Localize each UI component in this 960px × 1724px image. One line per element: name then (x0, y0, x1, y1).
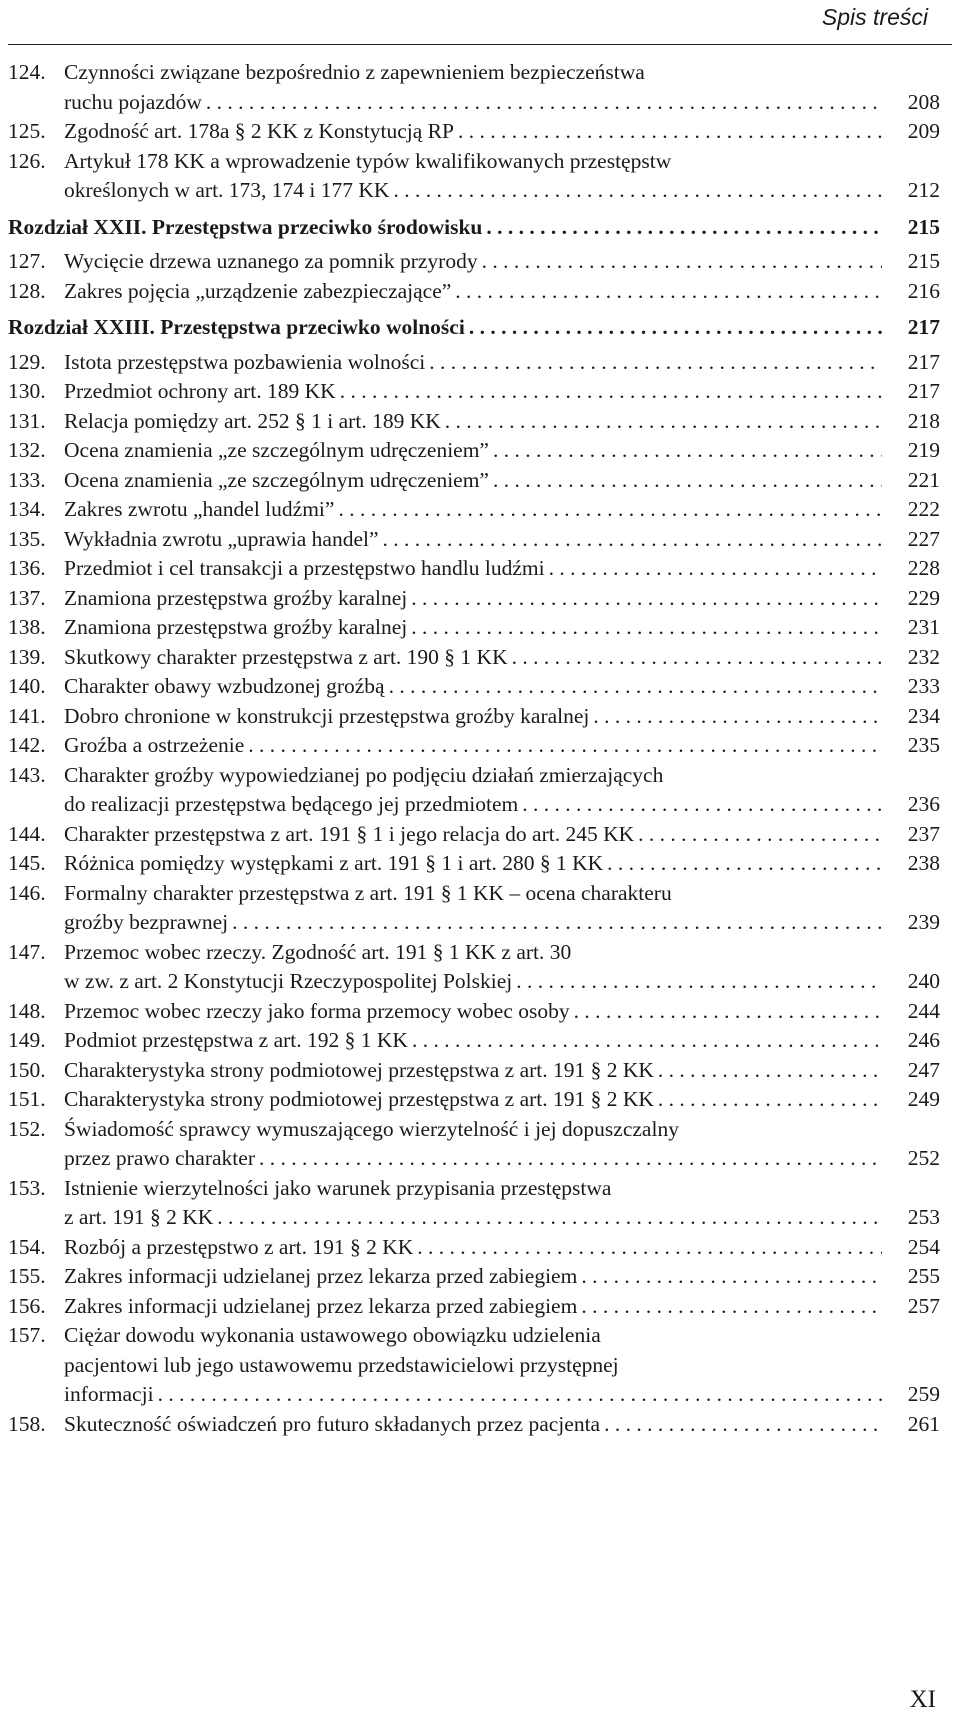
toc-entry-title-line: Ocena znamienia „ze szczególnym udręczeniem” (64, 438, 489, 462)
toc-entry (8, 495, 940, 525)
toc-entry-number: 137. (8, 585, 46, 610)
toc-entry (8, 554, 940, 584)
toc-entry-leader-line (8, 213, 940, 243)
toc-entry-title-line: Zakres informacji udzielanej przez lekarza przed zabiegiem (64, 1293, 578, 1318)
toc-entry-title (64, 643, 940, 673)
toc-entry-title (64, 117, 940, 147)
toc-entry-leader-line (64, 643, 940, 673)
dot-leader (383, 525, 882, 555)
dot-leader (412, 1026, 882, 1056)
toc-entry-title (64, 584, 940, 614)
toc-entry (8, 731, 940, 761)
toc-entry (8, 407, 940, 437)
toc-entry-title-line: informacji (64, 1382, 154, 1406)
toc-entry-title-line: w zw. z art. 2 Konstytucji Rzeczypospolitej Polskiej (64, 969, 513, 993)
dot-leader (389, 672, 882, 702)
dot-leader (455, 277, 882, 307)
toc-entry-page: 236 (907, 792, 940, 816)
toc-entry-title-line: określonych w art. 173, 174 i 177 KK (64, 178, 390, 202)
toc-entry-page: 212 (907, 178, 940, 202)
dot-leader (658, 1085, 882, 1115)
toc-entry-title-line: Przemoc wobec rzeczy jako forma przemocy wobec osoby (64, 998, 570, 1023)
toc-entry-leader-line (64, 967, 940, 997)
toc-entry (8, 849, 940, 879)
toc-entry-title (64, 1262, 940, 1292)
toc-entry-leader-line (64, 672, 940, 702)
toc-entry (8, 879, 940, 938)
toc-entry-title-line: Znamiona przestępstwa groźby karalnej (64, 585, 408, 610)
toc-entry-leader-line (64, 702, 940, 732)
toc-entry-title-line: Dobro chronione w konstrukcji przestępstwa groźby karalnej (64, 703, 590, 728)
toc-entry-page: 231 (907, 615, 940, 639)
toc-entry-title-line: Istota przestępstwa pozbawienia wolności (64, 349, 426, 374)
toc-entry-title (64, 1115, 940, 1174)
toc-entry-title (64, 525, 940, 555)
toc-entry-number: 152. (8, 1116, 46, 1141)
toc-entry (8, 938, 940, 997)
toc-entry-leader-line (64, 1085, 940, 1115)
toc-entry-title (64, 731, 940, 761)
toc-entry-title-line: Zakres informacji udzielanej przez lekarza przed zabiegiem (64, 1264, 578, 1288)
toc-entry (8, 584, 940, 614)
toc-entry-title-line: Charakter przestępstwa z art. 191 § 1 i jego relacja do art. 245 KK (64, 821, 635, 846)
dot-leader (458, 117, 882, 147)
toc-entry-title-line: Ocena znamienia „ze szczególnym udręczeniem” (64, 467, 489, 492)
toc-entry-title-line: Ciężar dowodu wykonania ustawowego obowiązku udzielenia (64, 1323, 601, 1347)
toc-entry-title-line: Istnienie wierzytelności jako warunek przypisania przestępstwa (64, 1175, 612, 1200)
toc-entry-page: 247 (907, 1057, 940, 1082)
toc-entry-leader-line (64, 1262, 940, 1292)
toc-entry-title-line: Groźba a ostrzeżenie (64, 733, 245, 757)
toc-entry-number: 124. (8, 60, 46, 84)
toc-entry (8, 1292, 940, 1322)
toc-entry-title-line: Wykładnia zwrotu „uprawia handel” (64, 526, 379, 551)
toc-entry-title-line: Charakterystyka strony podmiotowej przestępstwa z art. 191 § 2 KK (64, 1057, 654, 1082)
toc-entry-page: 215 (907, 249, 940, 273)
toc-entry-title-line: Skutkowy charakter przestępstwa z art. 190 § 1 KK (64, 644, 508, 669)
toc-entry-number: 138. (8, 615, 46, 639)
toc-entry (8, 277, 940, 307)
toc-entry-title (64, 849, 940, 879)
toc-entry-leader-line (64, 731, 940, 761)
toc-entry-page: 228 (907, 556, 940, 580)
dot-leader (217, 1203, 882, 1233)
toc-entry-page: 232 (907, 644, 940, 669)
toc-entry-number: 134. (8, 497, 46, 521)
toc-entry-title-line: Rozdział XXIII. Przestępstwa przeciwko wolności (8, 315, 465, 339)
toc-entry-page: 227 (907, 526, 940, 551)
toc-entry-leader-line (64, 1410, 940, 1440)
toc-entry (8, 1085, 940, 1115)
toc-entry-title-line: Podmiot przestępstwa z art. 192 § 1 KK (64, 1028, 408, 1052)
toc-entry-title-line: Rozdział XXII. Przestępstwa przeciwko środowisku (8, 214, 483, 239)
dot-leader (411, 613, 882, 643)
toc-entry-leader-line (64, 820, 940, 850)
toc-entry-title (64, 348, 940, 378)
toc-entry-page: 217 (907, 349, 940, 374)
toc-entry-page: 234 (907, 703, 940, 728)
toc-entry-page: 216 (907, 278, 940, 303)
toc-entry-number: 131. (8, 408, 46, 433)
toc-entry (8, 820, 940, 850)
toc-entry-title (64, 1410, 940, 1440)
dot-leader (338, 495, 882, 525)
dot-leader (549, 554, 882, 584)
toc-entry-title-line: przez prawo charakter (64, 1146, 255, 1170)
dot-leader (158, 1380, 882, 1410)
toc-entry (8, 436, 940, 466)
toc-entry-page: 252 (907, 1146, 940, 1170)
toc-entry-title (64, 613, 940, 643)
dot-leader (581, 1292, 882, 1322)
toc-entry-number: 151. (8, 1087, 46, 1111)
toc-entry-number: 129. (8, 349, 46, 374)
toc-entry-title-line: groźby bezprawnej (64, 910, 229, 934)
toc-entry-title (64, 147, 940, 206)
dot-leader (493, 436, 882, 466)
toc-entry-leader-line (64, 247, 940, 277)
toc-entry-number: 126. (8, 148, 46, 173)
toc-entry (8, 466, 940, 496)
toc-entry-page: 218 (907, 408, 940, 433)
toc-entry-leader-line (64, 436, 940, 466)
dot-leader (445, 407, 882, 437)
toc-entry-page: 209 (907, 119, 940, 143)
toc-entry-number: 158. (8, 1411, 46, 1436)
toc-entry-leader-line (64, 495, 940, 525)
toc-entry-leader-line (64, 466, 940, 496)
toc-entry-number: 142. (8, 733, 46, 757)
toc-entry-title-line: Zakres pojęcia „urządzenie zabezpieczające” (64, 278, 452, 303)
toc-entry (8, 147, 940, 206)
dot-leader (493, 466, 882, 496)
toc-entry-page: 222 (907, 497, 940, 521)
toc-entry-title (64, 672, 940, 702)
toc-entry-title-line: Różnica pomiędzy występkami z art. 191 § 1 i art. 280 § 1 KK (64, 851, 604, 875)
toc-entry-page: 259 (907, 1382, 940, 1406)
toc-entry-title (64, 1026, 940, 1056)
toc-entry-title-line: Znamiona przestępstwa groźby karalnej (64, 615, 408, 639)
dot-leader (607, 849, 882, 879)
toc-entry-page: 219 (907, 438, 940, 462)
toc-entry-page: 237 (907, 821, 940, 846)
toc-entry-leader-line (64, 849, 940, 879)
dot-leader (417, 1233, 882, 1263)
toc-entry-number: 144. (8, 821, 46, 846)
dot-leader (259, 1144, 882, 1174)
dot-leader (581, 1262, 882, 1292)
toc-entry-page: 215 (907, 214, 940, 239)
toc-entry (8, 761, 940, 820)
toc-entry-number: 128. (8, 278, 46, 303)
toc-entry-number: 148. (8, 998, 46, 1023)
toc-entry (8, 1321, 940, 1410)
toc-entry (8, 377, 940, 407)
toc-entry-number: 157. (8, 1323, 46, 1347)
toc-entry-page: 254 (907, 1234, 940, 1259)
dot-leader (429, 348, 882, 378)
toc-entry (8, 348, 940, 378)
toc-entry-leader-line (64, 790, 940, 820)
toc-entry-title-line: Artykuł 178 KK a wprowadzenie typów kwalifikowanych przestępstw (64, 148, 672, 173)
toc-entry-page: 239 (907, 910, 940, 934)
toc-entry-title (64, 247, 940, 277)
toc-entry-leader-line (64, 584, 940, 614)
toc-entry-leader-line (64, 1144, 940, 1174)
toc-entry-title (64, 1056, 940, 1086)
dot-leader (574, 997, 882, 1027)
toc-entry-title (64, 879, 940, 938)
toc-entry-title (64, 495, 940, 525)
toc-entry-number: 130. (8, 379, 46, 403)
toc-entry-title-line: z art. 191 § 2 KK (64, 1205, 214, 1229)
header-rule (8, 44, 952, 45)
toc-entry (8, 1262, 940, 1292)
toc-entry-title-line: Charakter groźby wypowiedzianej po podjęciu działań zmierzających (64, 762, 664, 787)
toc-entry-number: 155. (8, 1264, 46, 1288)
toc-entry-number: 143. (8, 762, 46, 787)
toc-entry-title-line: Przemoc wobec rzeczy. Zgodność art. 191 § 1 KK z art. 30 (64, 939, 572, 964)
toc-entry-leader-line (64, 117, 940, 147)
dot-leader (593, 702, 882, 732)
toc-entry-leader-line (64, 1380, 940, 1410)
dot-leader (522, 790, 882, 820)
toc-entry-number: 147. (8, 939, 46, 964)
toc-entry-title-line: do realizacji przestępstwa będącego jej przedmiotem (64, 792, 519, 816)
toc-entry (8, 525, 940, 555)
toc-entry (8, 247, 940, 277)
toc-entry-number: 149. (8, 1028, 46, 1052)
toc-entry-page: 261 (907, 1411, 940, 1436)
toc-entry (8, 997, 940, 1027)
toc-entry-title (64, 938, 940, 997)
toc-chapter-heading (8, 313, 940, 343)
toc-entry-leader-line (64, 88, 940, 118)
toc-entry-title-line: Relacja pomiędzy art. 252 § 1 i art. 189 KK (64, 408, 441, 433)
toc-entry-title-line: Skuteczność oświadczeń pro futuro składanych przez pacjenta (64, 1411, 601, 1436)
toc-entry-page: 229 (907, 585, 940, 610)
toc-entry-number: 145. (8, 851, 46, 875)
toc-entry (8, 672, 940, 702)
toc-entry-leader-line (64, 1292, 940, 1322)
toc-entry-title-line: Charakterystyka strony podmiotowej przestępstwa z art. 191 § 2 KK (64, 1087, 654, 1111)
dot-leader (482, 247, 882, 277)
toc-entry-leader-line (64, 277, 940, 307)
dot-leader (206, 88, 882, 118)
toc-entry-page: 221 (907, 467, 940, 492)
toc-entry-number: 127. (8, 249, 46, 273)
toc-entry (8, 58, 940, 117)
toc-entry-number: 140. (8, 674, 46, 698)
toc-entry-title-line: Zgodność art. 178a § 2 KK z Konstytucją RP (64, 119, 454, 143)
dot-leader (411, 584, 882, 614)
toc-entry-title-line: Formalny charakter przestępstwa z art. 191 § 1 KK – ocena charakteru (64, 880, 672, 905)
toc-entry (8, 1115, 940, 1174)
toc-entry-title (64, 820, 940, 850)
toc-entry-title (64, 377, 940, 407)
toc-entry (8, 1056, 940, 1086)
toc-entry-page: 246 (907, 1028, 940, 1052)
toc-entry-number: 135. (8, 526, 46, 551)
toc-entry-title-line: Przedmiot i cel transakcji a przestępstwo handlu ludźmi (64, 556, 545, 580)
toc-entry-page: 217 (907, 315, 940, 339)
toc-entry-leader-line (64, 1203, 940, 1233)
toc-entry-leader-line (64, 348, 940, 378)
toc-entry-title (64, 1174, 940, 1233)
toc-entry-title (64, 761, 940, 820)
toc-entry-title-line: Świadomość sprawcy wymuszającego wierzytelność i jej dopuszczalny (64, 1116, 679, 1141)
toc-entry-number: 132. (8, 438, 46, 462)
toc-entry-leader-line (64, 176, 940, 206)
running-head: Spis treści (821, 4, 928, 30)
toc-entry-leader-line (8, 313, 940, 343)
dot-leader (486, 213, 882, 243)
toc-entry-page: 255 (907, 1264, 940, 1288)
toc-entry-leader-line (64, 908, 940, 938)
toc-entry-leader-line (64, 1026, 940, 1056)
toc-entry-leader-line (64, 377, 940, 407)
toc-entry-title (64, 466, 940, 496)
toc-entry-title (64, 702, 940, 732)
toc-entry-number: 154. (8, 1234, 46, 1259)
toc-entry-title (64, 554, 940, 584)
dot-leader (512, 643, 882, 673)
dot-leader (658, 1056, 882, 1086)
toc-entry-leader-line (64, 525, 940, 555)
toc-entry-leader-line (64, 613, 940, 643)
toc-entry (8, 1174, 940, 1233)
toc-entry-title-line: ruchu pojazdów (64, 89, 202, 114)
toc-entry-title (64, 1085, 940, 1115)
toc-entry-number: 136. (8, 556, 46, 580)
dot-leader (469, 313, 882, 343)
toc-entry-title (64, 436, 940, 466)
toc-entry (8, 613, 940, 643)
toc-entry-title-line: Wycięcie drzewa uznanego za pomnik przyrody (64, 249, 478, 273)
toc-entry-leader-line (64, 1056, 940, 1086)
toc-entry-title-line: Charakter obawy wzbudzonej groźbą (64, 674, 385, 698)
dot-leader (516, 967, 882, 997)
toc-entry-number: 150. (8, 1057, 46, 1082)
toc-entry-page: 253 (907, 1205, 940, 1229)
toc-entry-number: 156. (8, 1293, 46, 1318)
toc-entry-number: 125. (8, 119, 46, 143)
toc-entry-title (64, 1292, 940, 1322)
toc-entry-page: 208 (907, 89, 940, 114)
toc-entry-title-line: Rozbój a przestępstwo z art. 191 § 2 KK (64, 1234, 414, 1259)
toc-entry-title (64, 1233, 940, 1263)
page-number: XI (909, 1686, 936, 1713)
toc-entry-page: 238 (907, 851, 940, 875)
toc-entry (8, 1233, 940, 1263)
toc-entry-title (64, 277, 940, 307)
dot-leader (340, 377, 882, 407)
toc-entry (8, 1026, 940, 1056)
toc-entry-number: 146. (8, 880, 46, 905)
toc-entry-leader-line (64, 407, 940, 437)
table-of-contents (8, 58, 940, 1439)
toc-entry-title (64, 407, 940, 437)
toc-entry-page: 257 (907, 1293, 940, 1318)
toc-entry-leader-line (64, 1233, 940, 1263)
toc-chapter-heading (8, 213, 940, 243)
dot-leader (393, 176, 882, 206)
toc-entry-number: 141. (8, 703, 46, 728)
toc-entry-title (64, 997, 940, 1027)
toc-entry-page: 244 (907, 998, 940, 1023)
toc-entry-title (8, 213, 940, 243)
toc-entry-page: 233 (907, 674, 940, 698)
toc-entry-title-line: Czynności związane bezpośrednio z zapewnieniem bezpieczeństwa (64, 60, 645, 84)
toc-entry (8, 643, 940, 673)
toc-entry-leader-line (64, 997, 940, 1027)
toc-entry-number: 153. (8, 1175, 46, 1200)
toc-entry-page: 249 (907, 1087, 940, 1111)
toc-entry-title (64, 58, 940, 117)
toc-entry-number: 133. (8, 467, 46, 492)
dot-leader (248, 731, 882, 761)
toc-entry-page: 240 (907, 969, 940, 993)
toc-entry-title-line: Przedmiot ochrony art. 189 KK (64, 379, 336, 403)
toc-entry-title (64, 1321, 940, 1410)
toc-entry-page: 217 (907, 379, 940, 403)
toc-entry (8, 117, 940, 147)
toc-entry-title-line: pacjentowi lub jego ustawowemu przedstawicielowi przystępnej (64, 1352, 619, 1377)
toc-entry (8, 1410, 940, 1440)
toc-entry-page: 235 (907, 733, 940, 757)
toc-entry-title (8, 313, 940, 343)
dot-leader (232, 908, 882, 938)
toc-entry-leader-line (64, 554, 940, 584)
toc-entry (8, 702, 940, 732)
dot-leader (604, 1410, 882, 1440)
toc-entry-number: 139. (8, 644, 46, 669)
toc-entry-title-line: Zakres zwrotu „handel ludźmi” (64, 497, 335, 521)
dot-leader (638, 820, 882, 850)
